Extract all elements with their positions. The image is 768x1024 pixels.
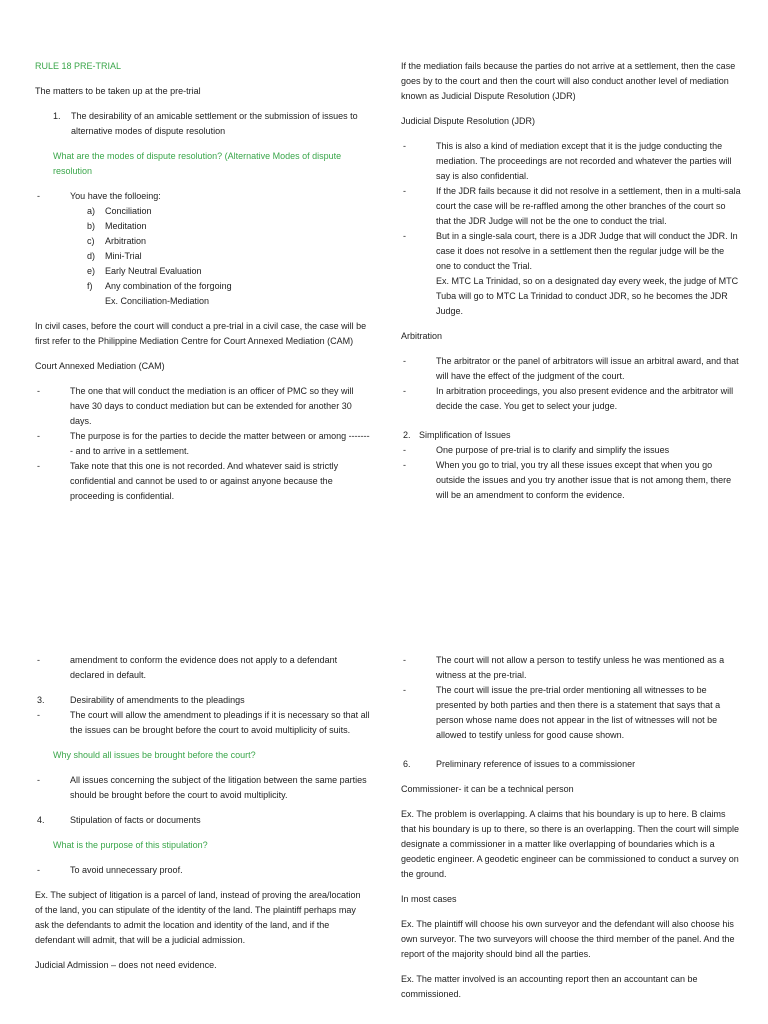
modes-list bbox=[35, 204, 370, 294]
list-item-text: In arbitration proceedings, you also present evidence and the arbitrator will decide the case. You get to select your judge. bbox=[436, 386, 734, 411]
letter-marker: c) bbox=[87, 236, 95, 246]
item-number: 2. bbox=[403, 430, 411, 440]
list-item bbox=[401, 139, 741, 184]
item-6 bbox=[401, 757, 741, 772]
document-page-2 bbox=[0, 640, 768, 1024]
dash-marker: - bbox=[403, 655, 406, 665]
list-item-text: Early Neutral Evaluation bbox=[105, 266, 202, 276]
list-item bbox=[35, 773, 370, 803]
dash-marker: - bbox=[403, 445, 406, 455]
question-modes: What are the modes of dispute resolution? (Alternative Modes of dispute resolution bbox=[53, 151, 342, 176]
item-4 bbox=[35, 813, 370, 828]
cam-heading: Court Annexed Mediation (CAM) bbox=[35, 361, 165, 371]
list-item bbox=[87, 279, 370, 294]
witness-bullets bbox=[401, 653, 741, 743]
dash-marker: - bbox=[37, 461, 40, 471]
list-item-text: To avoid unnecessary proof. bbox=[70, 865, 183, 875]
list-item bbox=[35, 863, 370, 878]
list-item bbox=[87, 204, 370, 219]
list-item bbox=[401, 384, 741, 414]
civil-cases-paragraph: In civil cases, before the court will conduct a pre-trial in a civil case, the case will be first refer to the Philippine Mediation Centre for Court Annexed Mediation (CAM) bbox=[35, 321, 367, 346]
item-number: 3. bbox=[37, 695, 45, 705]
list-item-text: Any combination of the forgoing bbox=[105, 281, 232, 291]
list-item bbox=[87, 264, 370, 279]
mediation-fails-paragraph: If the mediation fails because the parties do not arrive at a settlement, then the case goes by to the court and then the court will also conduct another level of mediation known as Judicial Dispute Resolution (JDR) bbox=[401, 61, 736, 101]
list-item bbox=[35, 189, 370, 204]
dash-marker: - bbox=[37, 710, 40, 720]
default-bullet bbox=[35, 653, 370, 683]
list-item bbox=[401, 229, 741, 274]
list-item bbox=[87, 234, 370, 249]
list-item-text: The court will not allow a person to testify unless he was mentioned as a witness at the pre-trial. bbox=[436, 655, 725, 680]
dash-marker: - bbox=[403, 356, 406, 366]
question-all-issues: Why should all issues be brought before the court? bbox=[53, 750, 256, 760]
list-item bbox=[35, 429, 370, 459]
list-item bbox=[401, 653, 741, 683]
list-item-text: You have the folloeing: bbox=[70, 191, 161, 201]
list-item-text: The court will allow the amendment to pleadings if it is necessary so that all the issues can be brought before the court to avoid multiplicity of suits. bbox=[70, 710, 370, 735]
list-item bbox=[35, 708, 370, 738]
list-item bbox=[401, 443, 741, 458]
most-cases-label: In most cases bbox=[401, 894, 457, 904]
item-text: Simplification of Issues bbox=[419, 430, 511, 440]
list-item bbox=[35, 459, 370, 504]
list-item bbox=[87, 219, 370, 234]
dash-marker: - bbox=[37, 865, 40, 875]
dash-marker: - bbox=[37, 655, 40, 665]
list-item-text: Take note that this one is not recorded. And whatever said is strictly confidential and cannot be used to or against anyone because the proceeding is confidential. bbox=[70, 461, 339, 501]
dash-marker: - bbox=[37, 775, 40, 785]
list-item-text: The court will issue the pre-trial order mentioning all witnesses to be presented by both parties and then there is a statement that says that a person whose name does not appear in the list of witnesses will not be allowed to testify unless for good cause shown. bbox=[436, 685, 721, 740]
q2-bullets bbox=[35, 773, 370, 803]
intro-text: The matters to be taken up at the pre-trial bbox=[35, 86, 201, 96]
item-number: 1. bbox=[53, 111, 61, 121]
item-text: Stipulation of facts or documents bbox=[70, 815, 201, 825]
following-list bbox=[35, 189, 370, 204]
rule-title: RULE 18 PRE-TRIAL bbox=[35, 61, 122, 71]
item-3 bbox=[35, 693, 370, 708]
letter-marker: f) bbox=[87, 281, 93, 291]
surveyor-example: Ex. The plaintiff will choose his own surveyor and the defendant will also choose his own surveyor. The two surveyors will choose the third member of the panel. And the report of the majority should bind all the parties. bbox=[401, 919, 735, 959]
item-text: The desirability of an amicable settlement or the submission of issues to alternative modes of dispute resolution bbox=[71, 111, 358, 136]
item-2 bbox=[401, 428, 741, 443]
page2-left-column bbox=[35, 653, 370, 983]
q3-bullets bbox=[35, 863, 370, 878]
accounting-example: Ex. The matter involved is an accounting report then an accountant can be commissioned. bbox=[401, 974, 698, 999]
letter-marker: a) bbox=[87, 206, 96, 216]
list-item-text: Arbitration bbox=[105, 236, 147, 246]
arbitration-heading: Arbitration bbox=[401, 331, 443, 341]
dash-marker: - bbox=[403, 460, 406, 470]
jdr-bullets bbox=[401, 139, 741, 274]
list-item-text: When you go to trial, you try all these issues except that when you go outside the issues and you try another issue that is not among them, there will be an amendment to conform the evidence. bbox=[436, 460, 732, 500]
overlap-example: Ex. The problem is overlapping. A claims that his boundary is up to here. B claims that his boundary is up to there, so there is an overlapping. Then the court will simple designate a commissioner in a matter like overlapping of boundaries which is a geodetic engineer. A geodetic engineer can be commissioned to conduct a survey on the ground. bbox=[401, 809, 740, 879]
dash-marker: - bbox=[37, 386, 40, 396]
item-1 bbox=[35, 109, 370, 139]
item2-bullets bbox=[401, 443, 741, 503]
item-number: 4. bbox=[37, 815, 45, 825]
letter-marker: d) bbox=[87, 251, 96, 261]
commissioner-definition: Commissioner- it can be a technical person bbox=[401, 784, 574, 794]
list-item-text: Meditation bbox=[105, 221, 147, 231]
list-item bbox=[401, 458, 741, 503]
item-number: 6. bbox=[403, 759, 411, 769]
list-item-text: Conciliation bbox=[105, 206, 152, 216]
list-item bbox=[401, 683, 741, 743]
page1-left-column bbox=[35, 59, 370, 512]
judicial-admission: Judicial Admission – does not need evidence. bbox=[35, 960, 217, 970]
list-item bbox=[87, 249, 370, 264]
list-item bbox=[401, 354, 741, 384]
question-stipulation: What is the purpose of this stipulation? bbox=[53, 840, 208, 850]
dash-marker: - bbox=[403, 231, 406, 241]
list-item bbox=[35, 653, 370, 683]
modes-example: Ex. Conciliation-Mediation bbox=[105, 296, 210, 306]
land-example: Ex. The subject of litigation is a parcel of land, instead of proving the area/location of the land, you can stipulate of the identity of the land. The plaintiff perhaps may ask the defendants to admit the location and identity of the land, and if the defendant will admit, that will be a judicial admission. bbox=[35, 890, 361, 945]
list-item-text: amendment to conform the evidence does not apply to a defendant declared in default. bbox=[70, 655, 338, 680]
jdr-heading: Judicial Dispute Resolution (JDR) bbox=[401, 116, 536, 126]
item3-bullets bbox=[35, 708, 370, 738]
list-item-text: The purpose is for the parties to decide the matter between or among -------- and to arrive in a settlement. bbox=[70, 431, 370, 456]
list-item bbox=[401, 184, 741, 229]
list-item-text: Mini-Trial bbox=[105, 251, 142, 261]
list-item-text: But in a single-sala court, there is a JDR Judge that will conduct the JDR. In case it does not resolve in a settlement then the regular judge will be the one to conduct the Trial. bbox=[436, 231, 738, 271]
list-item bbox=[35, 384, 370, 429]
item-text: Desirability of amendments to the pleadings bbox=[70, 695, 245, 705]
list-item-text: All issues concerning the subject of the litigation between the same parties should be brought before the court to avoid multiplicity. bbox=[70, 775, 367, 800]
item-text: Preliminary reference of issues to a commissioner bbox=[436, 759, 636, 769]
dash-marker: - bbox=[403, 386, 406, 396]
page2-right-column bbox=[401, 653, 741, 1012]
list-item-text: The arbitrator or the panel of arbitrators will issue an arbitral award, and that will have the effect of the judgment of the court. bbox=[436, 356, 739, 381]
dash-marker: - bbox=[403, 685, 406, 695]
dash-marker: - bbox=[403, 186, 406, 196]
page1-right-column bbox=[401, 59, 741, 512]
jdr-example: Ex. MTC La Trinidad, so on a designated day every week, the judge of MTC Tuba will go to MTC La Trinidad to conduct JDR, so he becomes the JDR Judge. bbox=[436, 276, 739, 316]
list-item-text: One purpose of pre-trial is to clarify and simplify the issues bbox=[436, 445, 670, 455]
list-item-text: This is also a kind of mediation except that it is the judge conducting the mediation. The proceedings are not recorded and whatever the parties will say is also confidential. bbox=[436, 141, 732, 181]
dash-marker: - bbox=[37, 431, 40, 441]
letter-marker: e) bbox=[87, 266, 96, 276]
arbitration-bullets bbox=[401, 354, 741, 414]
letter-marker: b) bbox=[87, 221, 96, 231]
list-item-text: If the JDR fails because it did not resolve in a settlement, then in a multi-sala court the case will be re-raffled among the other branches of the court so that the JDR Judge will not be the one to conduct the trial. bbox=[436, 186, 741, 226]
list-item-text: The one that will conduct the mediation is an officer of PMC so they will have 30 days to conduct mediation but can be extended for another 30 days. bbox=[70, 386, 354, 426]
cam-bullets bbox=[35, 384, 370, 504]
dash-marker: - bbox=[403, 141, 406, 151]
dash-marker: - bbox=[37, 191, 40, 201]
